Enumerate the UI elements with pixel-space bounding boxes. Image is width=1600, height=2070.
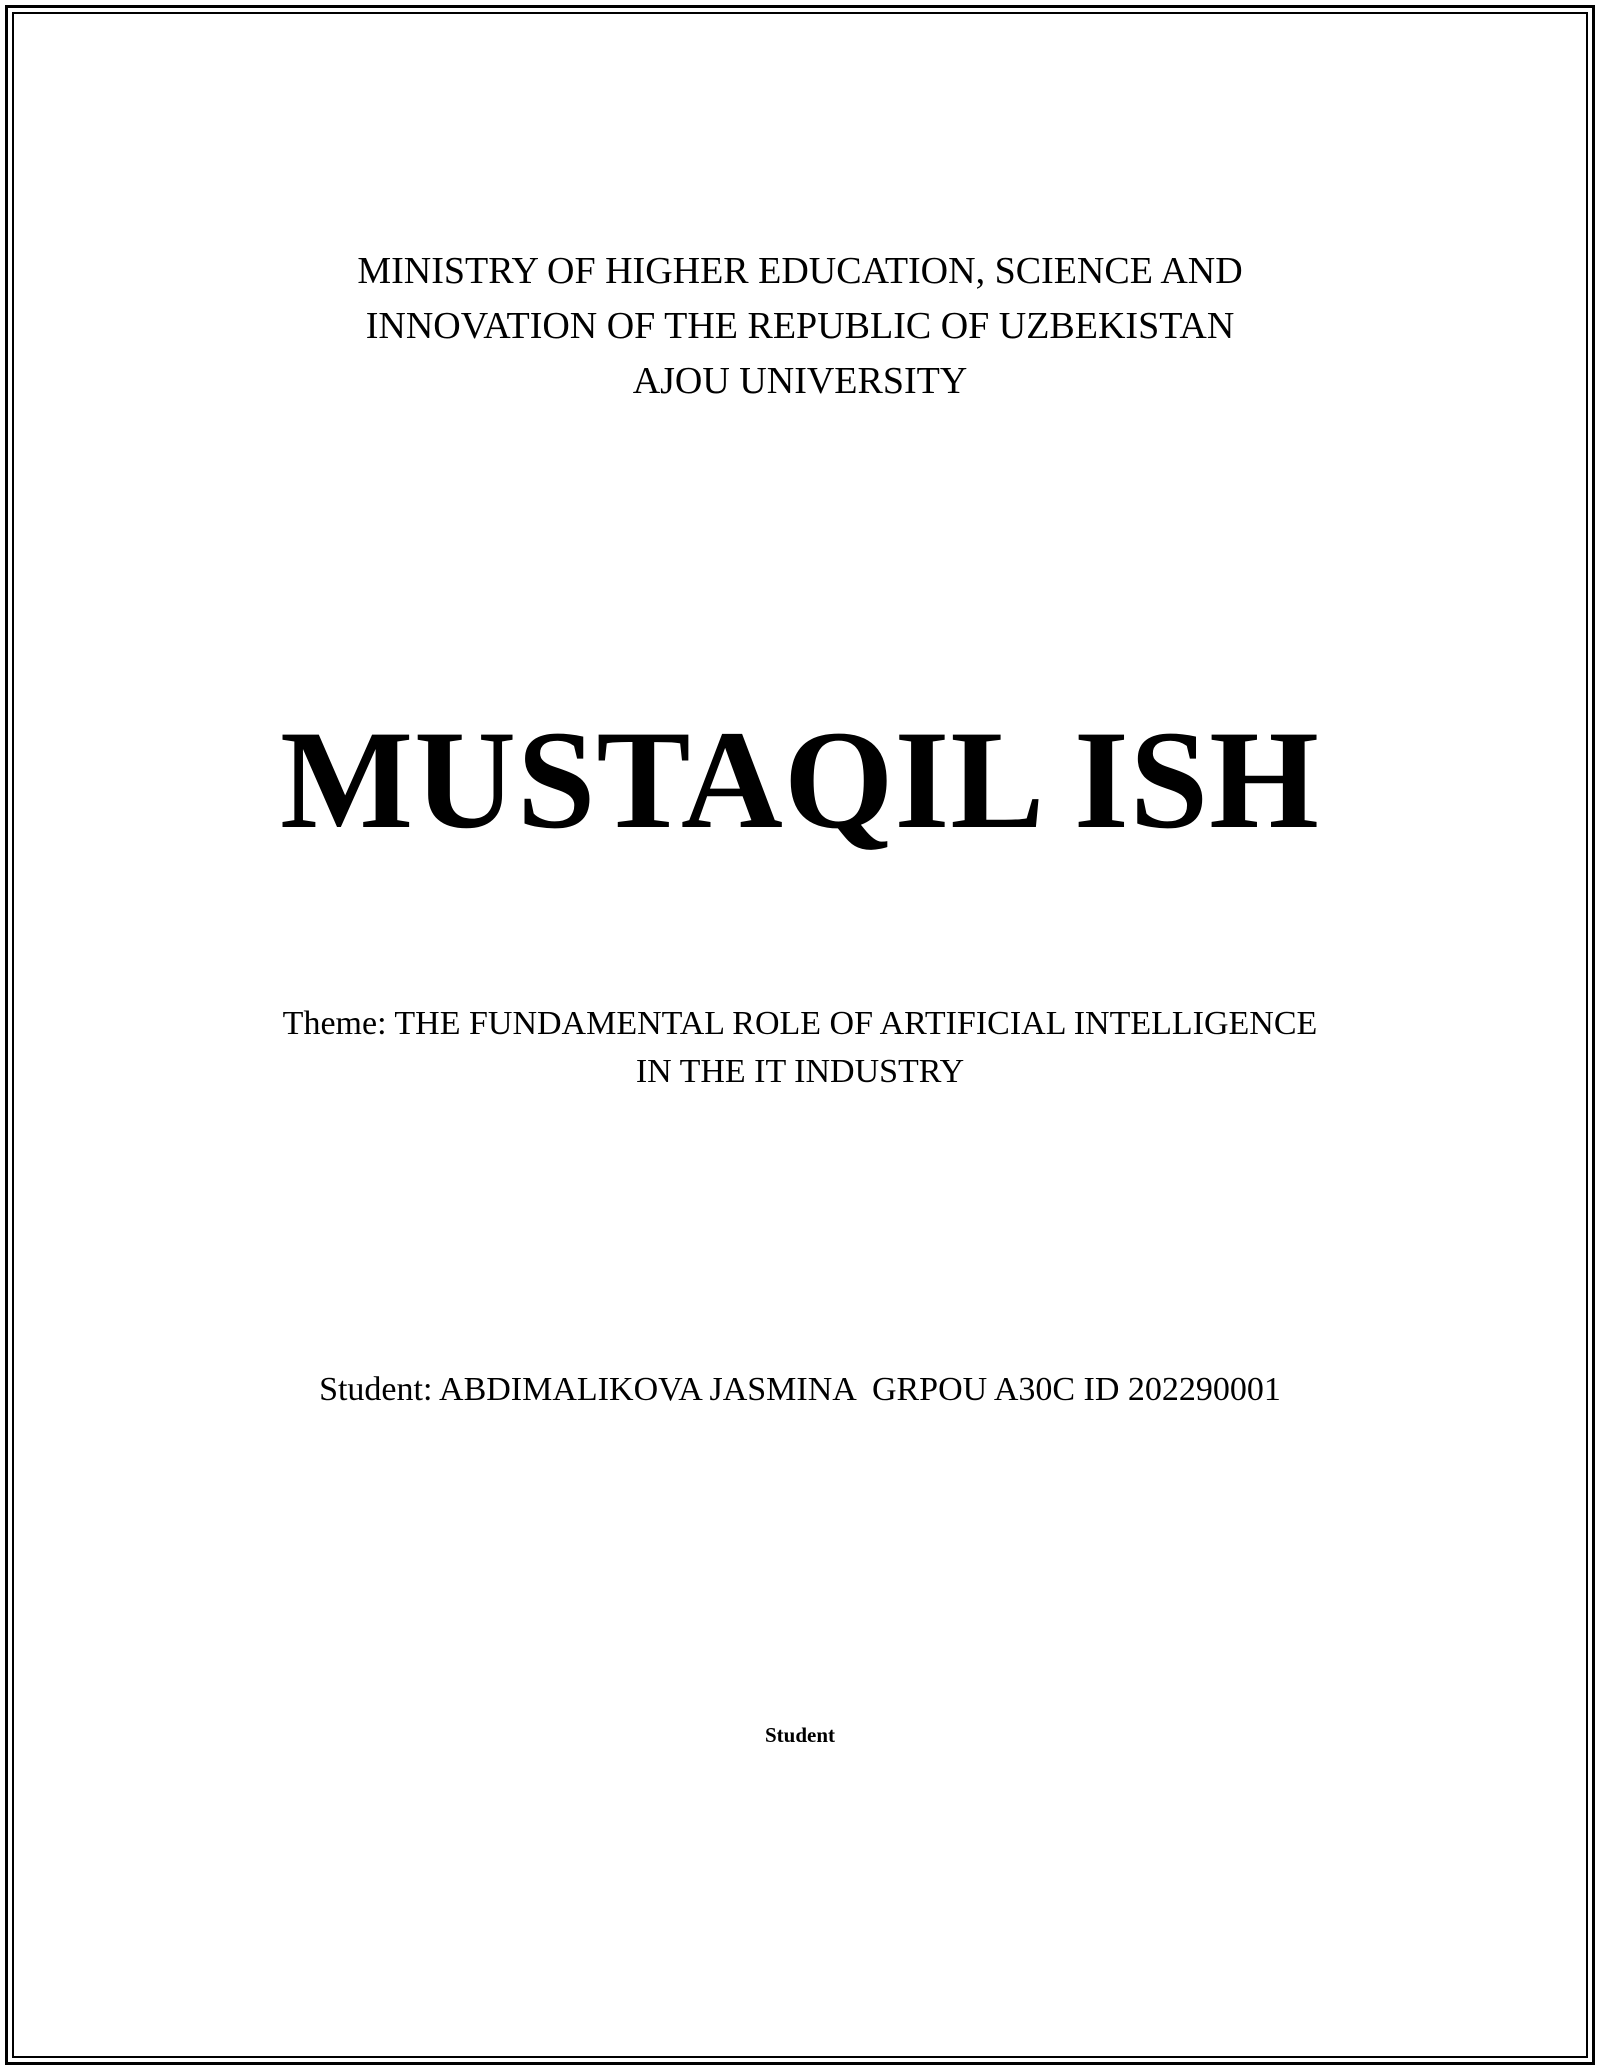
institution-header	[0, 244, 1600, 409]
student-info: Student: ABDIMALIKOVA JASMINA GRPOU A30C ID 202290001	[319, 1371, 1281, 1408]
document-title: MUSTAQIL ISH	[280, 702, 1320, 858]
theme-block	[0, 1000, 1600, 1096]
theme-line-1: Theme: THE FUNDAMENTAL ROLE OF ARTIFICIAL INTELLIGENCE	[282, 1005, 1318, 1042]
footer-student-label: Student	[764, 1723, 836, 1747]
header-line-ministry: MINISTRY OF HIGHER EDUCATION, SCIENCE AND	[357, 250, 1243, 292]
theme-line-2: IN THE IT INDUSTRY	[635, 1053, 965, 1090]
header-line-university: AJOU UNIVERSITY	[632, 360, 968, 402]
header-line-republic: INNOVATION OF THE REPUBLIC OF UZBEKISTAN	[365, 305, 1235, 347]
